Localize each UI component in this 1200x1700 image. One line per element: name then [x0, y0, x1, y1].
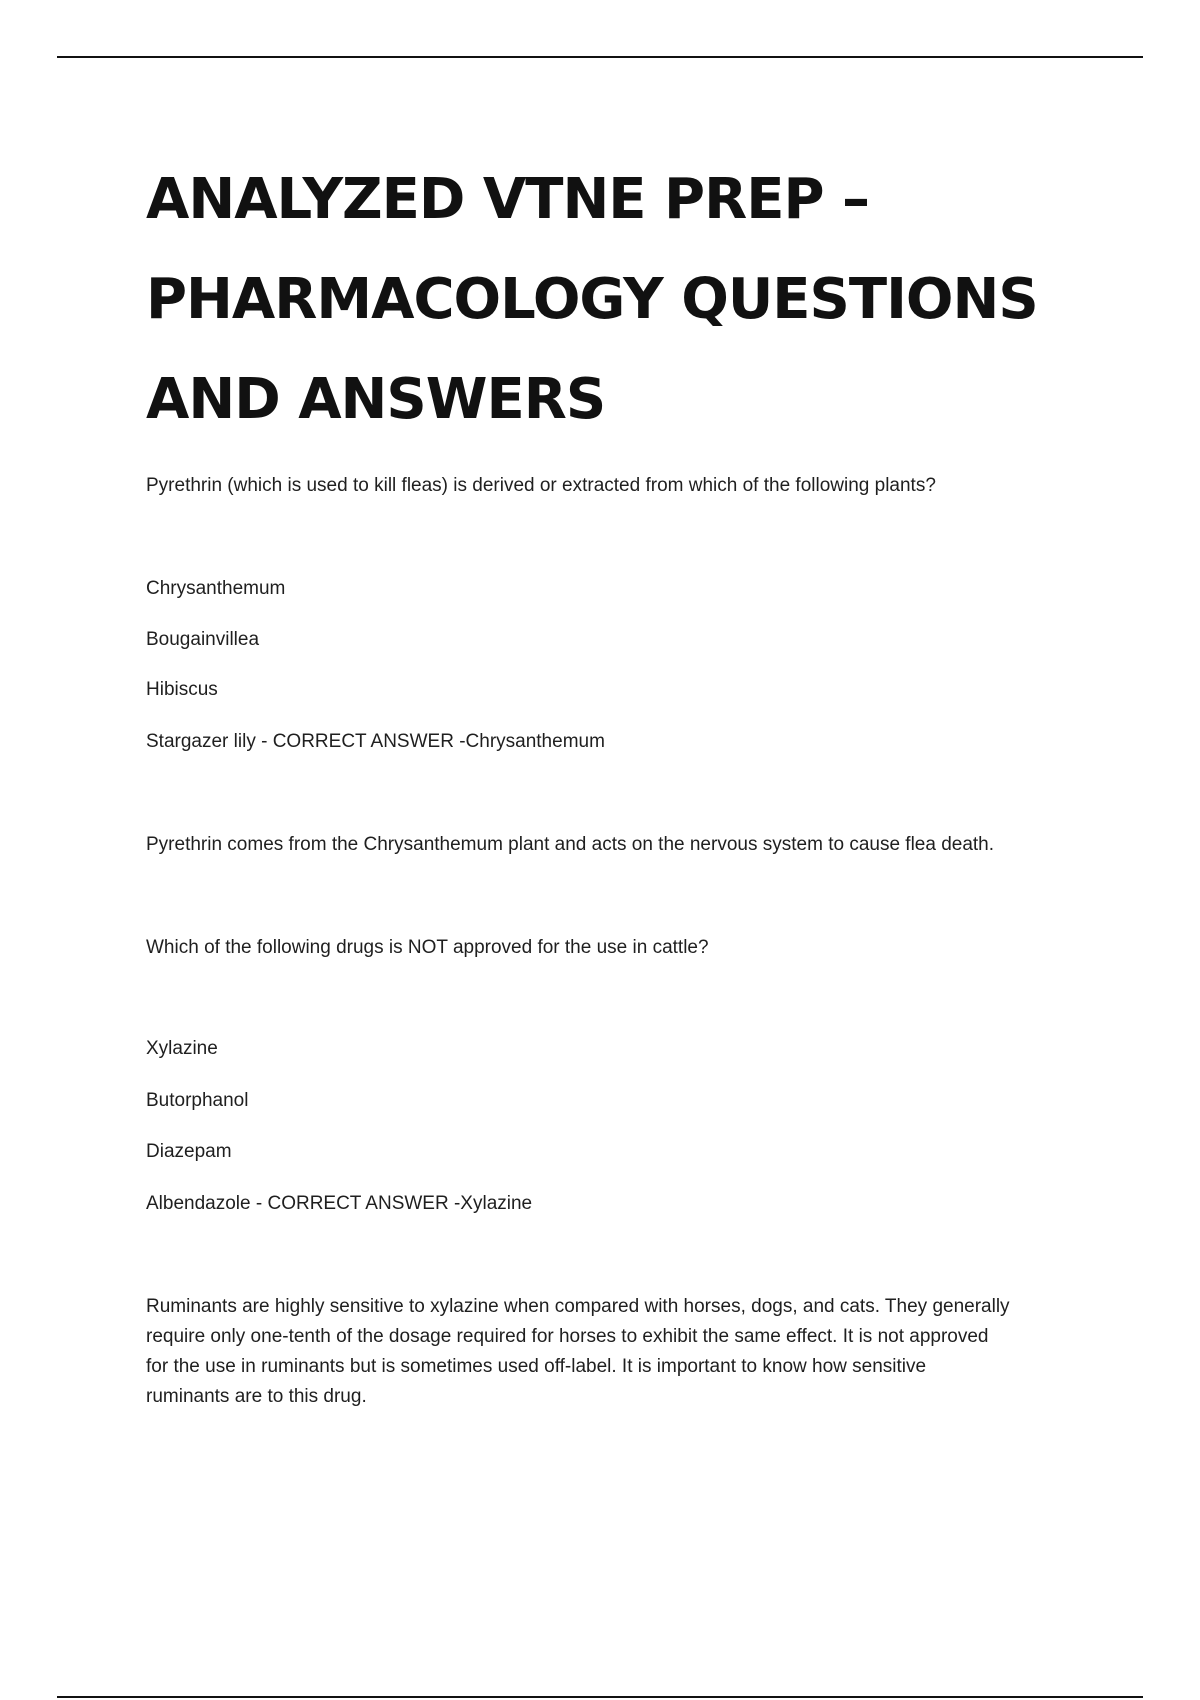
top-rule [57, 56, 1143, 58]
question-2-explanation [146, 1292, 1076, 1412]
explanation-line-2: require only one-tenth of the dosage required for horses to exhibit the same effect. It is not approved [146, 1326, 989, 1347]
question-2-option-d-answer: Albendazole - CORRECT ANSWER -Xylazine [146, 1193, 533, 1214]
document-title [146, 150, 1106, 450]
question-1-option-b: Bougainvillea [146, 629, 260, 650]
question-2-option-a: Xylazine [146, 1038, 218, 1059]
explanation-line-3: for the use in ruminants but is sometimes used off-label. It is important to know how sensitive [146, 1356, 927, 1377]
title-line-3: AND ANSWERS [146, 367, 606, 432]
explanation-line-1: Ruminants are highly sensitive to xylazine when compared with horses, dogs, and cats. They generally [146, 1296, 1010, 1317]
question-1-explanation: Pyrethrin comes from the Chrysanthemum plant and acts on the nervous system to cause flea death. [146, 834, 995, 855]
title-line-1: ANALYZED VTNE PREP – [146, 167, 870, 232]
question-1-option-c: Hibiscus [146, 679, 218, 700]
question-1-text: Pyrethrin (which is used to kill fleas) is derived or extracted from which of the following plants? [146, 475, 936, 496]
question-2-option-b: Butorphanol [146, 1090, 249, 1111]
question-1-option-d-answer: Stargazer lily - CORRECT ANSWER -Chrysanthemum [146, 731, 605, 752]
question-2-text: Which of the following drugs is NOT approved for the use in cattle? [146, 937, 709, 958]
explanation-line-4: ruminants are to this drug. [146, 1386, 367, 1407]
question-1-option-a: Chrysanthemum [146, 578, 286, 599]
bottom-rule [57, 1696, 1143, 1698]
question-2-option-c: Diazepam [146, 1141, 232, 1162]
title-line-2: PHARMACOLOGY QUESTIONS [146, 267, 1038, 332]
